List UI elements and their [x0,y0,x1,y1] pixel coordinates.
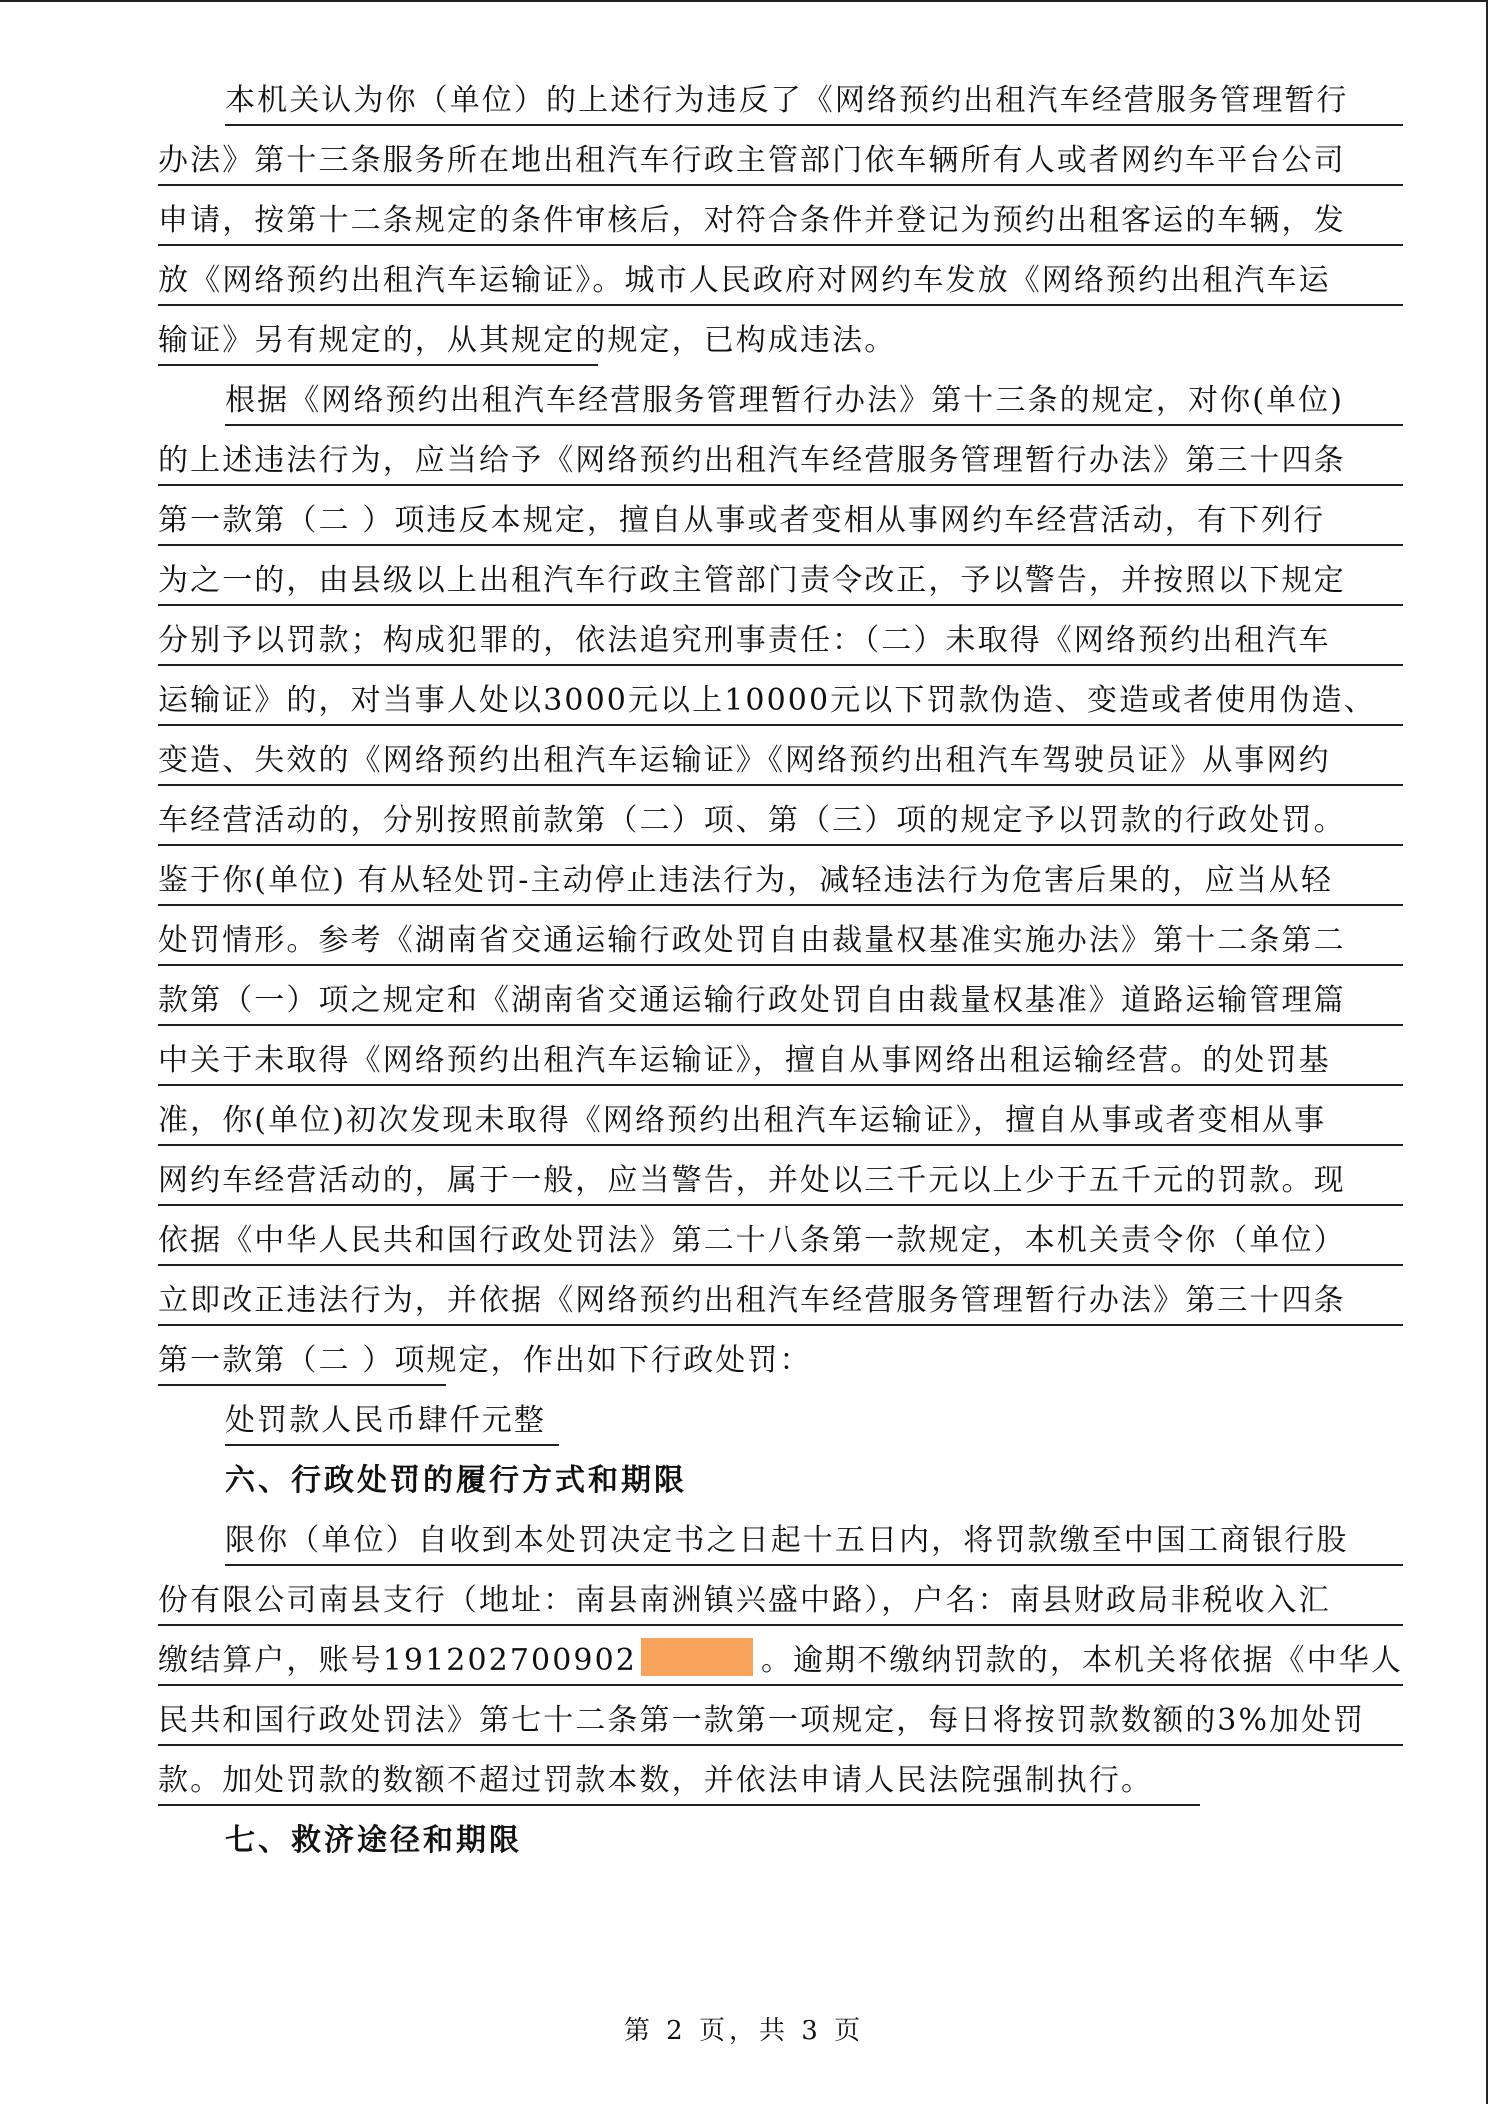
account-prefix: 缴结算户，账号191202700902 [158,1643,637,1678]
paragraph-line: 依据《中华人民共和国行政处罚法》第二十八条第一款规定，本机关责令你（单位） [158,1216,1403,1266]
paragraph-line: 本机关认为你（单位）的上述行为违反了《网络预约出租汽车经营服务管理暂行 [225,76,1403,126]
paragraph-line: 第一款第（二 ）项违反本规定，擅自从事或者变相从事网约车经营活动，有下列行 [158,496,1403,546]
paragraph-line: 准，你(单位)初次发现未取得《网络预约出租汽车运输证》，擅自从事或者变相从事 [158,1096,1403,1146]
section-heading: 六、行政处罚的履行方式和期限 [225,1463,687,1498]
redaction-block [641,1638,753,1676]
paragraph-line: 民共和国行政处罚法》第七十二条第一款第一项规定，每日将按罚款数额的3%加处罚 [158,1696,1403,1746]
account-suffix: 。逾期不缴纳罚款的，本机关将依据《中华人 [760,1643,1403,1678]
page-border-top [0,0,1488,2]
paragraph-line: 申请，按第十二条规定的条件审核后，对符合条件并登记为预约出租客运的车辆，发 [158,196,1403,246]
paragraph-line: 份有限公司南县支行（地址：南县南洲镇兴盛中路），户名：南县财政局非税收入汇 [158,1576,1403,1626]
paragraph-line: 根据《网络预约出租汽车经营服务管理暂行办法》第十三条的规定，对你(单位) [225,376,1403,426]
paragraph-line: 限你（单位）自收到本处罚决定书之日起十五日内，将罚款缴至中国工商银行股 [225,1516,1403,1566]
account-line [158,1636,1403,1686]
paragraph-line: 第一款第（二 ）项规定，作出如下行政处罚： [158,1336,446,1386]
paragraph-line: 的上述违法行为，应当给予《网络预约出租汽车经营服务管理暂行办法》第三十四条 [158,436,1403,486]
page-number: 第 2 页，共 3 页 [623,2016,865,2046]
section-heading: 七、救济途径和期限 [225,1823,522,1858]
paragraph-line: 鉴于你(单位) 有从轻处罚-主动停止违法行为，减轻违法行为危害后果的，应当从轻 [158,856,1403,906]
paragraph-line: 办法》第十三条服务所在地出租汽车行政主管部门依车辆所有人或者网约车平台公司 [158,136,1403,186]
paragraph-line: 变造、失效的《网络预约出租汽车运输证》《网络预约出租汽车驾驶员证》从事网约 [158,736,1403,786]
paragraph-line: 放《网络预约出租汽车运输证》。城市人民政府对网约车发放《网络预约出租汽车运 [158,256,1403,306]
paragraph-line: 处罚情形。参考《湖南省交通运输行政处罚自由裁量权基准实施办法》第十二条第二 [158,916,1403,966]
penalty-amount: 处罚款人民币肆仟元整 [225,1396,559,1446]
paragraph-line: 分别予以罚款；构成犯罪的，依法追究刑事责任：（二）未取得《网络预约出租汽车 [158,616,1403,666]
paragraph-line: 款第（一）项之规定和《湖南省交通运输行政处罚自由裁量权基准》道路运输管理篇 [158,976,1403,1026]
paragraph-line: 网约车经营活动的，属于一般，应当警告，并处以三千元以上少于五千元的罚款。现 [158,1156,1403,1206]
paragraph-line: 款。加处罚款的数额不超过罚款本数，并依法申请人民法院强制执行。 [158,1756,1200,1806]
paragraph-line: 输证》另有规定的，从其规定的规定，已构成违法。 [158,316,598,366]
paragraph-line: 车经营活动的，分别按照前款第（二）项、第（三）项的规定予以罚款的行政处罚。 [158,796,1403,846]
paragraph-line: 中关于未取得《网络预约出租汽车运输证》，擅自从事网络出租运输经营。的处罚基 [158,1036,1403,1086]
paragraph-line: 立即改正违法行为，并依据《网络预约出租汽车经营服务管理暂行办法》第三十四条 [158,1276,1403,1326]
paragraph-line: 运输证》的，对当事人处以3000元以上10000元以下罚款伪造、变造或者使用伪造、 [158,676,1403,726]
paragraph-line: 为之一的，由县级以上出租汽车行政主管部门责令改正，予以警告，并按照以下规定 [158,556,1403,606]
